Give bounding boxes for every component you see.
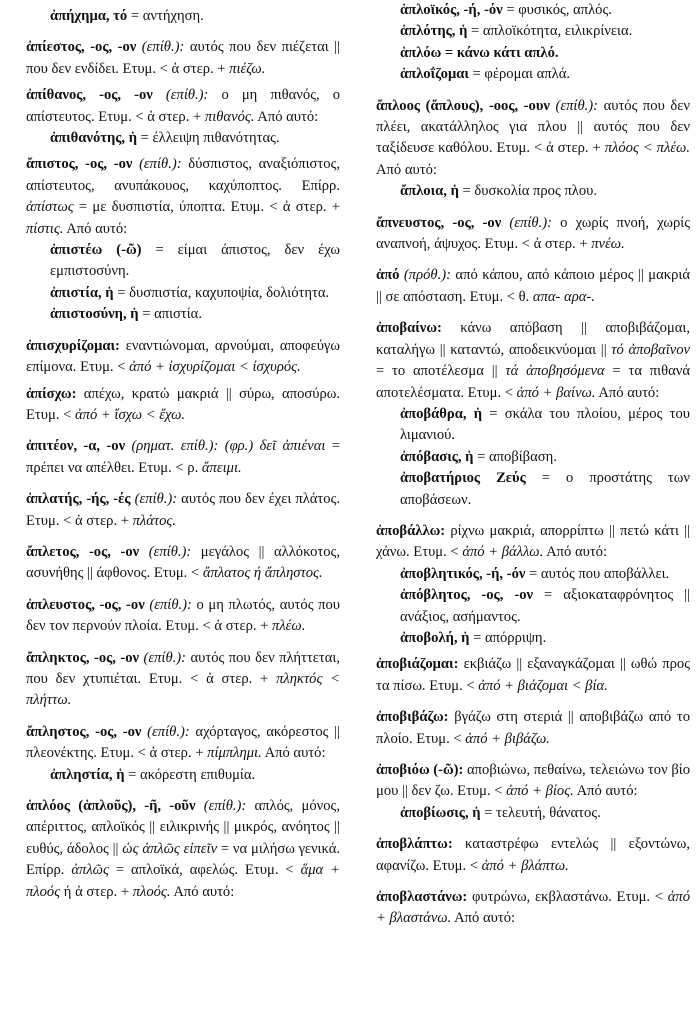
- headword: ἀποβλάπτω:: [376, 836, 453, 853]
- part-of-speech: (ρηματ. επίθ.): (φρ.) δεῖ ἀπιέναι: [125, 438, 326, 455]
- etymology: ἀπό + ἰσχυρίζομαι < ἰσχυρός.: [129, 359, 301, 376]
- definition: = αποβίβαση.: [473, 448, 557, 465]
- definition-tail: Από αυτό:: [543, 544, 608, 561]
- part-of-speech: (επίθ.):: [130, 491, 178, 508]
- definition-tail: Από αυτό:: [63, 220, 128, 237]
- definition: = ακόρεστη επιθυμία.: [124, 766, 256, 783]
- headword: ἀποβίωσις, ἡ: [400, 804, 481, 821]
- headword: ἀπήχημα, τό: [50, 8, 128, 24]
- headword: ἁπλότης, ἡ: [400, 23, 468, 40]
- dictionary-entry: [376, 649, 690, 697]
- definition: αχόρταγος, ακόρεστος || πλεονέκτης. Ετυμ. < ἀ στερ. +: [26, 723, 340, 762]
- etymology: πιέζω.: [229, 60, 266, 77]
- definition: = απιστία.: [138, 306, 202, 323]
- etymology: πίμπλημι.: [207, 745, 262, 762]
- dictionary-subentry: [26, 304, 340, 325]
- definition-tail: Από αυτό:: [261, 745, 326, 762]
- definition: = πρέπει να απέλθει. Ετυμ. < ρ.: [26, 438, 340, 476]
- definition: αυτός που δεν πλήττεται, που δεν χτυπιέται. Ετυμ. < ἀ στερ. +: [26, 649, 340, 687]
- etymology: απα- αρα-.: [532, 288, 595, 305]
- headword: ἁπλοΐζομαι: [400, 66, 469, 83]
- etymology: ἀπό + βλαστάνω.: [376, 889, 690, 927]
- definition: αυτός που δεν πλέει, ακατάλληλος για πλου || αυτός που δεν ταξίδευσε καθόλου. Ετυμ. < ἀ στερ. +: [376, 97, 690, 157]
- dictionary-subentry: [376, 468, 690, 511]
- headword: ἀπίθανος, -ος, -ον: [26, 87, 153, 104]
- definition: ρίχνω μακριά, απορρίπτω || πετώ κάτι || χάνω. Ετυμ. <: [376, 522, 690, 561]
- headword: ἀπίσχω:: [26, 385, 77, 402]
- definition: κάνω απόβαση || αποβιβάζομαι, καταλήγω || καταντώ, αποδεικνύομαι ||: [376, 320, 690, 358]
- headword: ἀπιστία, ἡ: [50, 284, 114, 301]
- dictionary-entry: [26, 712, 340, 765]
- dictionary-subentry: [376, 0, 690, 21]
- headword: ἀπιτέον, -α, -ον: [26, 438, 126, 455]
- dictionary-subentry: [376, 803, 690, 824]
- dictionary-entry: [26, 479, 340, 532]
- dictionary-entry: [26, 27, 340, 80]
- dictionary-subentry: [376, 64, 690, 85]
- definition-tail: Από αυτό:: [595, 384, 660, 401]
- headword: ἀπό: [376, 267, 400, 284]
- headword: ἁπλοϊκός, -ή, -όν: [400, 2, 503, 18]
- dictionary-subentry: [26, 128, 340, 149]
- part-of-speech: (επίθ.):: [152, 87, 209, 104]
- dictionary-entry: [26, 426, 340, 479]
- headword: ἄπλετος, -ος, -ον: [26, 543, 140, 560]
- etymology: ἀπό + βάλλω.: [462, 544, 544, 561]
- headword: ἀπόβλητος, -ος, -ον: [400, 587, 534, 604]
- etymology: ἄπλατος ή ἄπληστος.: [202, 565, 323, 582]
- definition: μεγάλος || αλλόκοτος, ασυνήθης || άφθονος. Ετυμ. <: [26, 543, 340, 582]
- definition-tail: Από αυτό:: [376, 161, 437, 178]
- dictionary-entry: [376, 255, 690, 308]
- etymology: ὡς ἁπλῶς εἰπεῖν: [122, 840, 218, 857]
- etymology: ἀπό + βλάπτω.: [481, 857, 569, 874]
- definition: δύσπιστος, αναξιόπιστος, απίστευτος, ανυπάκουος, καχύποπτος. Επίρρ.: [26, 156, 341, 194]
- headword: ἄπληκτος, -ος, -ον: [26, 649, 140, 666]
- etymology: ἄπειμι.: [201, 459, 242, 476]
- definition: = δυσκολία προς πλου.: [458, 183, 597, 200]
- part-of-speech: (πρόθ.):: [399, 267, 451, 284]
- definition: = σκάλα του πλοίου, μέρος του λιμανιού.: [400, 405, 690, 444]
- headword: ἀποβολή, ἡ: [400, 629, 470, 646]
- dictionary-entry: [376, 86, 690, 182]
- etymology: τό ἀποβαῖνον: [611, 341, 690, 358]
- headword: ἀποβαίνω:: [376, 320, 442, 337]
- definition-tail: = τα πιθανά αποτελέσματα. Ετυμ. <: [376, 363, 690, 401]
- headword: ἄπλοια, ἡ: [400, 183, 459, 200]
- dictionary-entry: [376, 824, 690, 877]
- definition: = έλλειψη πιθανότητας.: [137, 130, 280, 147]
- dictionary-entry: [376, 877, 690, 930]
- part-of-speech: (επίθ.):: [139, 649, 187, 666]
- headword: ἀπίεστος, -ος, -ον: [26, 39, 137, 56]
- etymology: πίστις.: [26, 220, 64, 237]
- dictionary-entry: [26, 638, 340, 712]
- etymology: ἀπό + βιβάζω.: [465, 730, 550, 747]
- definition: = δυσπιστία, καχυποψία, δολιότητα.: [113, 284, 330, 301]
- part-of-speech: (επίθ.):: [501, 214, 552, 231]
- dictionary-subentry: [26, 0, 340, 27]
- part-of-speech: (επίθ.):: [195, 798, 247, 814]
- definition-tail: Από αυτό:: [170, 883, 235, 900]
- definition-tail: = απλοϊκά, αφελώς. Ετυμ. <: [108, 862, 301, 879]
- definition: εναντιώνομαι, αρνούμαι, αποφεύγω επίμονα. Ετυμ. <: [26, 337, 340, 376]
- etymology: ἀπίστως: [26, 199, 74, 216]
- part-of-speech: (επίθ.):: [132, 156, 182, 173]
- headword: ἀπιστέω (-ῶ): [50, 242, 142, 259]
- definition: ο μη πλωτός, αυτός που δεν τον περνούν πλοία. Ετυμ. < ἀ στερ. +: [26, 596, 340, 635]
- headword: ἀπιστοσύνη, ἡ: [50, 306, 139, 323]
- headword: ἀπισχυρίζομαι:: [26, 337, 120, 354]
- part-of-speech: (επίθ.):: [139, 543, 192, 560]
- headword: ἀποβιόω (-ῶ):: [376, 762, 464, 778]
- headword: ἁπλόος (ἁπλοῦς), -ῆ, -οῦν: [26, 798, 196, 814]
- definition: βγάζω στη στεριά || αποβιβάζω από το πλοίο. Ετυμ. <: [376, 709, 690, 747]
- definition: ο χωρίς πνοή, χωρίς αναπνοή, άψυχος. Ετυμ. < ἀ στερ. +: [376, 214, 690, 253]
- headword: ἀποβλαστάνω:: [376, 889, 468, 906]
- dictionary-subentry: [26, 240, 340, 283]
- dictionary-subentry: [376, 404, 690, 447]
- dictionary-entry: [26, 786, 340, 903]
- dictionary-subentry: [26, 765, 340, 786]
- headword: ἀποβάλλω:: [376, 522, 446, 539]
- definition: απέχω, κρατώ μακριά || σύρω, αποσύρω. Ετυμ. <: [26, 385, 340, 423]
- headword: ἁπλόω = κάνω κάτι απλό.: [400, 44, 559, 61]
- headword: ἀπόβασις, ἡ: [400, 448, 474, 465]
- etymology: ἀπό + βιάζομαι < βία.: [478, 677, 608, 694]
- definition-tail: ή ἀ στερ. +: [60, 883, 133, 900]
- part-of-speech: (επίθ.):: [136, 39, 185, 56]
- definition: φυτρώνω, εκβλαστάνω. Ετυμ. <: [467, 889, 668, 906]
- headword: ἄπλοος (ἄπλους), -οος, -ουν: [376, 97, 550, 114]
- part-of-speech: (επίθ.):: [549, 97, 599, 114]
- dictionary-subentry: [26, 283, 340, 304]
- right-column: [376, 0, 690, 930]
- dictionary-subentry: [376, 585, 690, 628]
- dictionary-entry: [26, 585, 340, 638]
- headword: ἀπλατής, -ής, -ές: [26, 491, 131, 508]
- dictionary-subentry: [376, 564, 690, 585]
- etymology: πλοός.: [132, 883, 171, 900]
- part-of-speech: (επίθ.):: [141, 723, 190, 740]
- etymology: ἀπό + βίος.: [506, 783, 574, 800]
- definition: αυτός που δεν έχει πλάτος. Ετυμ. < ἀ στερ. +: [26, 491, 341, 529]
- part-of-speech: (επίθ.):: [144, 596, 192, 613]
- etymology: τά ἀποβησόμενα: [505, 363, 605, 380]
- dictionary-entry: [376, 203, 690, 256]
- definition: = ο προστάτης των αποβάσεων.: [400, 470, 690, 508]
- etymology: πληκτός < πλήττω.: [26, 670, 340, 709]
- dictionary-entry: [376, 750, 690, 803]
- etymology: πλέω.: [272, 618, 306, 635]
- headword: ἀπληστία, ἡ: [50, 766, 125, 783]
- etymology: ἀπό + βαίνω.: [516, 384, 596, 401]
- definition: καταστρέφω εντελώς || εξοντώνω, αφανίζω. Ετυμ. <: [376, 836, 690, 874]
- dictionary-entry: [376, 697, 690, 750]
- definition-tail: = το αποτέλεσμα ||: [376, 363, 506, 380]
- definition-tail: Από αυτό:: [451, 910, 516, 927]
- etymology: πλόος < πλέω.: [604, 140, 690, 157]
- definition: = αντήχηση.: [127, 8, 204, 24]
- definition: ο μη πιθανός, ο απίστευτος. Ετυμ. < ἀ στερ. +: [26, 87, 340, 125]
- definition: = απόρριψη.: [469, 629, 547, 646]
- dictionary-subentry: [376, 447, 690, 468]
- headword: ἀπιθανότης, ἡ: [50, 130, 137, 147]
- dictionary-entry: [376, 511, 690, 564]
- etymology: πιθανός.: [204, 108, 255, 125]
- definition: από κάπου, από κάποιο μέρος || μακριά || σε απόσταση. Ετυμ. < θ.: [376, 267, 690, 305]
- definition: αποβιώνω, πεθαίνω, τελειώνω τον βίο μου || δεν ζω. Ετυμ. <: [376, 762, 690, 800]
- definition: = αξιοκαταφρόνητος || ανάξιος, ασήμαντος.: [400, 587, 690, 625]
- dictionary-subentry: [376, 181, 690, 202]
- dictionary-entry: [26, 326, 340, 379]
- etymology: ἅμα + πλοός: [26, 862, 340, 900]
- definition: = είμαι άπιστος, δεν έχω εμπιστοσύνη.: [50, 242, 340, 280]
- definition: απλός, μόνος, απέριττος, απλοϊκός || ειλικρινής || μικρός, ανόητος || ευθύς, άδολος ||: [26, 798, 340, 857]
- headword: ἄπιστος, -ος, -ον: [26, 156, 133, 173]
- definition-tail: Από αυτό:: [573, 783, 638, 800]
- left-column: [26, 0, 340, 903]
- dictionary-entry: [376, 308, 690, 404]
- etymology: ἀπό + ἴσχω < ἔχω.: [75, 406, 186, 423]
- dictionary-entry: [26, 532, 340, 585]
- headword: ἀποβιβάζω:: [376, 709, 449, 726]
- etymology: πλάτος.: [132, 512, 177, 529]
- headword: ἄπνευστος, -ος, -ον: [376, 214, 502, 231]
- dictionary-subentry: [376, 43, 690, 64]
- headword: ἀπλευστος, -ος, -ον: [26, 596, 145, 613]
- dictionary-entry: [26, 80, 340, 128]
- etymology: ἁπλῶς: [71, 862, 109, 879]
- headword: ἀποβιάζομαι:: [376, 656, 459, 673]
- definition: = φυσικός, απλός.: [502, 2, 612, 18]
- definition: = αυτός που αποβάλλει.: [525, 565, 670, 582]
- definition: = απλοϊκότητα, ειλικρίνεια.: [467, 23, 633, 40]
- dictionary-subentry: [376, 628, 690, 649]
- dictionary-entry: [26, 149, 340, 240]
- headword: ἀποβλητικός, -ή, -όν: [400, 565, 526, 582]
- headword: ἀποβατήριος Ζεύς: [400, 470, 526, 487]
- etymology: πνέω.: [591, 236, 625, 253]
- definition-tail: = να μιλήσω γενικά. Επίρρ.: [26, 840, 340, 879]
- headword: ἄπληστος, -ος, -ον: [26, 723, 142, 740]
- headword: ἀποβάθρα, ἡ: [400, 405, 483, 422]
- definition: = φέρομαι απλά.: [468, 66, 570, 83]
- definition: = τελευτή, θάνατος.: [480, 804, 601, 821]
- definition-tail: = με δυσπιστία, ύποπτα. Ετυμ. < ἀ στερ. +: [73, 199, 340, 216]
- dictionary-subentry: [376, 21, 690, 42]
- dictionary-entry: [26, 379, 340, 427]
- definition-tail: Από αυτό:: [254, 108, 319, 125]
- definition: εκβιάζω || εξαναγκάζομαι || ωθώ προς τα πίσω. Ετυμ. <: [376, 656, 690, 694]
- definition: αυτός που δεν πιέζεται || που δεν ενδίδει. Ετυμ. < ἀ στερ. +: [26, 39, 340, 77]
